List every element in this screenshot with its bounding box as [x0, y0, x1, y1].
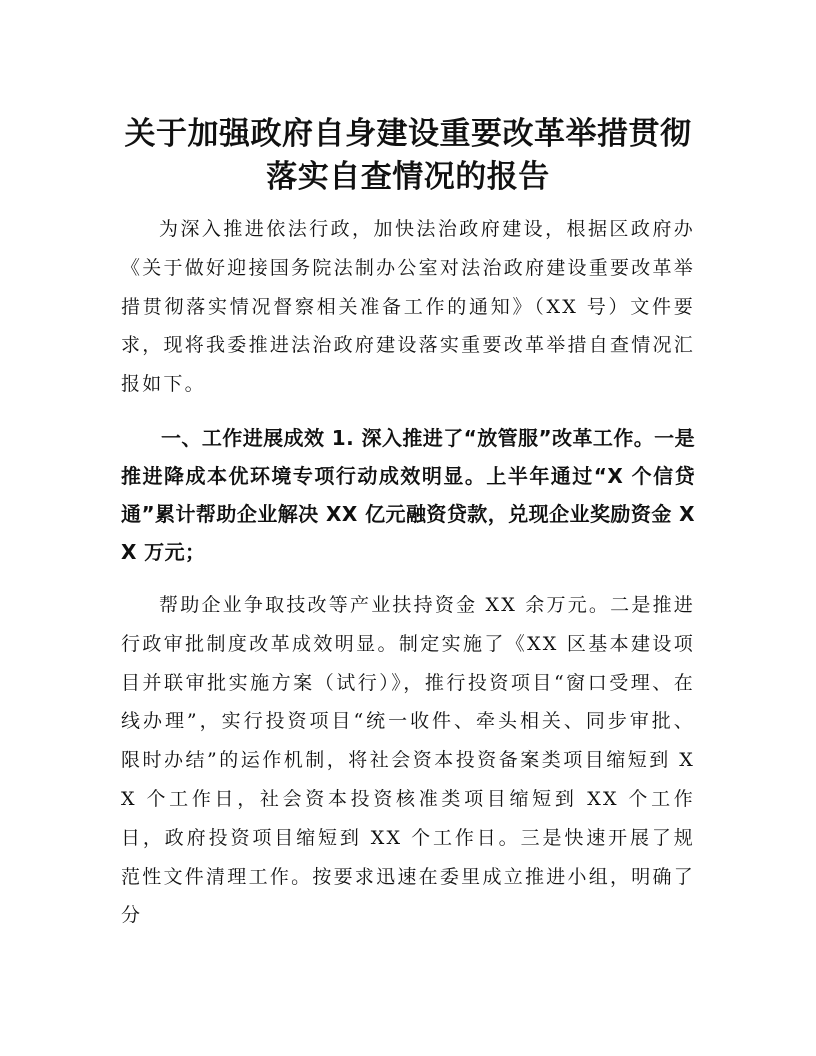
body-paragraph: 帮助企业争取技改等产业扶持资金 XX 余万元。二是推进行政审批制度改革成效明显。制定实施了《XX 区基本建设项目并联审批实施方案（试行）》，推行投资项目“窗口受理、在线办理”，实行投资项目“统一收件、牵头相关、同步审批、限时办结”的运作机制，将社会资本投资备案类项目缩短到 XX 个工作日，社会资本投资核准类项目缩短到 XX 个工作日，政府投资项目缩短到 XX 个工作日。三是快速开展了规范性文件清理工作。按要求迅速在委里成立推进小组，明确了分: [121, 594, 695, 927]
intro-paragraph: 为深入推进依法行政，加快法治政府建设，根据区政府办《关于做好迎接国务院法制办公室对法治政府建设重要改革举措贯彻落实情况督察相关准备工作的通知》（XX 号）文件要求，现将我委推进法治政府建设落实重要改革举措自查情况汇报如下。: [121, 218, 695, 396]
document-title: 关于加强政府自身建设重要改革举措贯彻落实自查情况的报告: [124, 116, 692, 195]
section-heading-paragraph: 一、工作进展成效 1. 深入推进了“放管服”改革工作。一是推进降成本优环境专项行动成效明显。上半年通过“X 个信贷通”累计帮助企业解决 XX 亿元融资贷款，兑现企业奖励资金 XX 万元；: [121, 426, 695, 564]
